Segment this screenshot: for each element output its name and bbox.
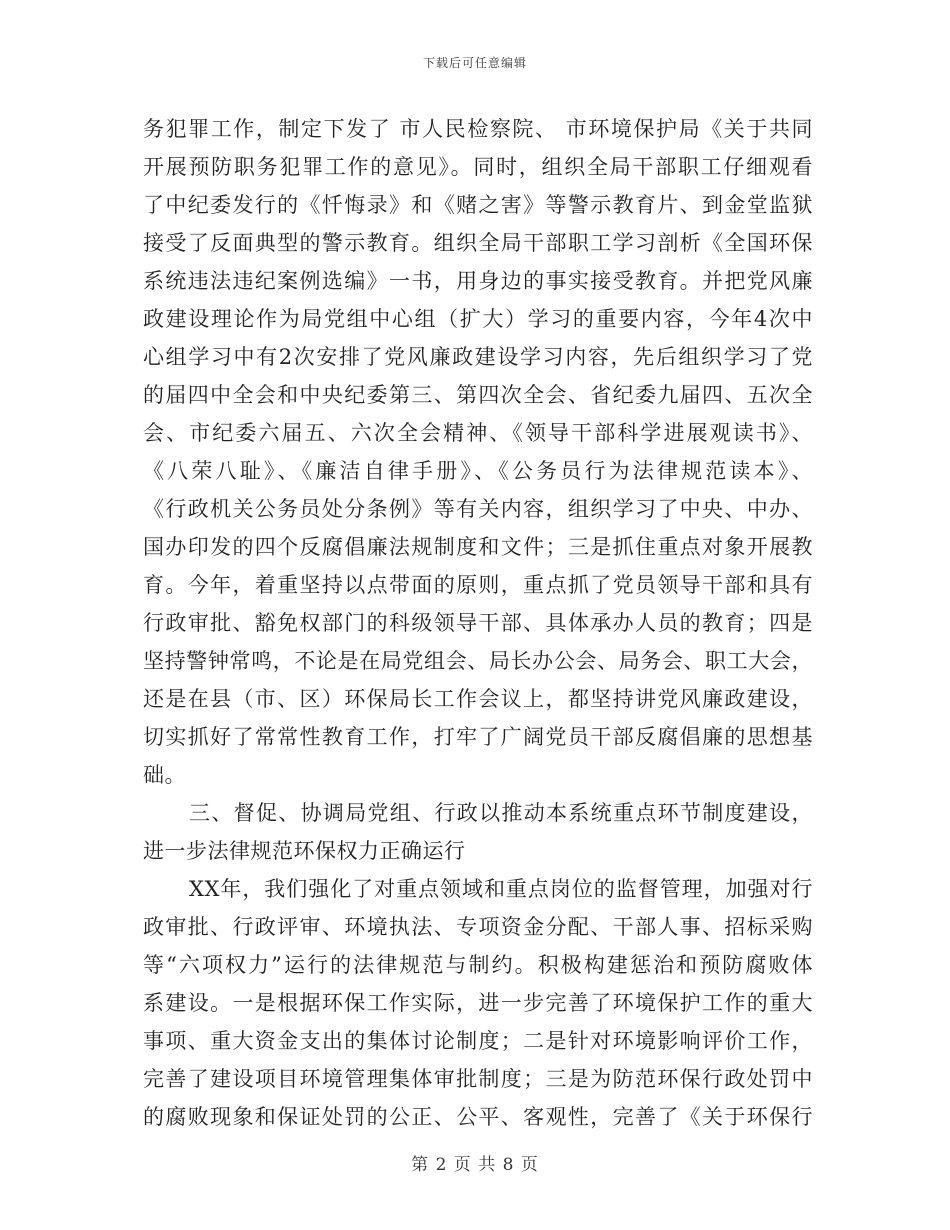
section-heading-line: 进一步法律规范环保权力正确运行 [143, 839, 466, 863]
page-footer: 第 2 页 共 8 页 [411, 1155, 539, 1175]
text-line: 系建设。一是根据环保工作实际，进一步完善了环境保护工作的重大 [143, 991, 813, 1015]
section-heading-line: 三、督促、协调局党组、行政以推动本系统重点环节制度建设， [189, 801, 813, 825]
page-header: 下载后可任意编辑 [422, 56, 527, 70]
text-line: 还是在县（市、区）环保局长工作会议上，都坚持讲党风廉政建设， [143, 687, 813, 711]
text-line: 行政审批、豁免权部门的科级领导干部、具体承办人员的教育；四是 [143, 611, 813, 635]
text-line: 的腐败现象和保证处罚的公正、公平、客观性，完善了《关于环保行 [143, 1105, 813, 1129]
text-line: 务犯罪工作，制定下发了 市人民检察院、 市环境保护局《关于共同 [143, 117, 813, 141]
document-body [143, 110, 813, 1136]
text-line: 完善了建设项目环境管理集体审批制度；三是为防范环保行政处罚中 [143, 1067, 813, 1091]
text-line: XX年，我们强化了对重点领域和重点岗位的监督管理，加强对行 [189, 877, 813, 901]
text-line: 系统违法违纪案例选编》一书，用身边的事实接受教育。并把党风廉 [143, 269, 813, 293]
text-line: 了中纪委发行的《忏悔录》和《赌之害》等警示教育片、到金堂监狱 [143, 193, 813, 217]
text-line: 《行政机关公务员处分条例》等有关内容，组织学习了中央、中办、 [143, 497, 813, 521]
text-line: 坚持警钟常鸣，不论是在局党组会、局长办公会、局务会、职工大会， [143, 649, 813, 673]
text-line: 政建设理论作为局党组中心组（扩大）学习的重要内容，今年4次中 [143, 307, 813, 331]
text-line: 等“六项权力”运行的法律规范与制约。积极构建惩治和预防腐败体 [143, 953, 813, 977]
text-line: 切实抓好了常常性教育工作，打牢了广阔党员干部反腐倡廉的思想基 [143, 725, 813, 749]
text-line: 国办印发的四个反腐倡廉法规制度和文件；三是抓住重点对象开展教 [143, 535, 813, 559]
text-line: 础。 [143, 763, 186, 787]
text-line: 育。今年，着重坚持以点带面的原则，重点抓了党员领导干部和具有 [143, 573, 813, 597]
text-line: 接受了反面典型的警示教育。组织全局干部职工学习剖析《全国环保 [143, 231, 813, 255]
text-line: 《八荣八耻》、《廉洁自律手册》、《公务员行为法律规范读本》、 [143, 459, 813, 483]
text-line: 的届四中全会和中央纪委第三、第四次全会、省纪委九届四、五次全 [143, 383, 813, 407]
text-line: 心组学习中有2次安排了党风廉政建设学习内容，先后组织学习了党 [143, 345, 813, 369]
text-line: 开展预防职务犯罪工作的意见》。同时，组织全局干部职工仔细观看 [143, 155, 813, 179]
text-line: 政审批、行政评审、环境执法、专项资金分配、干部人事、招标采购 [143, 915, 813, 939]
text-line: 事项、重大资金支出的集体讨论制度；二是针对环境影响评价工作， [143, 1029, 813, 1053]
text-line: 会、市纪委六届五、六次全会精神、《领导干部科学进展观读书》、 [143, 421, 813, 445]
